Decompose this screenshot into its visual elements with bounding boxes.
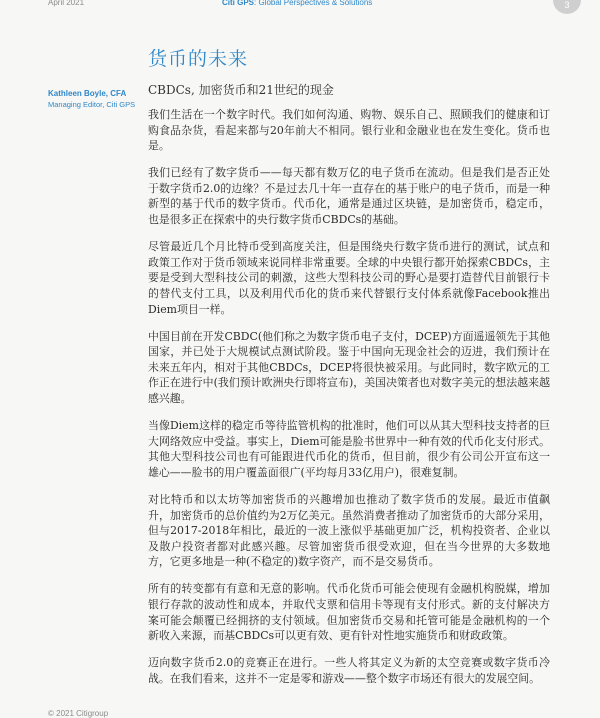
article-subtitle: CBDCs, 加密货币和21世纪的现金	[148, 83, 334, 97]
header-brand-rest: : Global Perspectives & Solutions	[254, 0, 373, 7]
paragraph-7: 所有的转变都有有意和无意的影响。代币化货币可能会使现有金融机构脱媒，增加银行存款的波动性和成本，并取代支票和信用卡等现有支付形式。新的支付解决方案可能会颠覆已经拥挤的支付领域。但加密货币交易和托管可能是金融机构的一个新收入来源，而基CBDCs可以更有效、更有针对性地实施货币和财政政策。	[148, 582, 550, 643]
paragraph-5: 当像Diem这样的稳定币等待监管机构的批准时，他们可以从其大型科技支持者的巨大网络效应中受益。事实上，Diem可能是脸书世界中一种有效的代币化支付形式。其他大型科技公司也有可能跟进代币化的货币，但目前，很少有公司公开宣布这一雄心——脸书的用户覆盖面很广(平均每月33亿用户)，很难复制。	[148, 419, 550, 479]
paragraph-6: 对比特币和以太坊等加密货币的兴趣增加也推动了数字货币的发展。最近市值飙升，加密货币的总价值约为2万亿美元。虽然消费者推动了加密货币的大部分采用，但与2017-2018年相比，最近的一波上涨似乎基础更加广泛，机构投资者、企业以及散户投资者都对此感兴趣。尽管加密货币很受欢迎，但在当今世界的大多数地方，它更多地是一种(不稳定的)数字资产，而不是交易货币。	[148, 492, 550, 569]
author-name: Kathleen Boyle, CFA	[48, 89, 127, 98]
page-header	[0, 0, 600, 12]
header-date: April 2021	[48, 0, 85, 7]
paragraph-3: 尽管最近几个月比特币受到高度关注，但是围绕央行数字货币进行的测试，试点和政策工作对于货币领域来说同样非常重要。全球的中央银行都开始探索CBDCs，主要是受到大型科技公司的刺激，这些大型科技公司的野心是要打造替代目前银行卡的替代支付工具，以及利用代币化的货币来代替银行支付体系就像Facebook推出Diem项目一样。	[148, 240, 550, 316]
author-block	[48, 88, 148, 110]
paragraph-2: 我们已经有了数字货币——每天都有数万亿的电子货币在流动。但是我们是否正处于数字货币2.0的边缘？不是过去几十年一直存在的基于账户的电子货币，而是一种新型的基于代币的数字货币。代币化，通常是通过区块链，是加密货币，稳定币，也是很多正在探索中的央行数字货币CBDCs的基础。	[148, 166, 550, 227]
paragraph-4: 中国目前在开发CBDC(他们称之为数字货币电子支付，DCEP)方面遥遥领先于其他国家，并已处于大规模试点测试阶段。鉴于中国向无现金社会的迈进，我们预计在未来五年内，相对于其他CBDCs，DCEP将很快被采用。与此同时，数字欧元的工作正在进行中(我们预计欧洲央行即将宣布)，美国决策者也对数字美元的想法越来越感兴趣。	[148, 329, 550, 405]
paragraph-8: 迈向数字货币2.0的竞赛正在进行。一些人将其定义为新的太空竞赛或数字货币冷战。在我们看来，这并不一定是零和游戏——整个数字市场还有很大的发展空间。	[148, 656, 550, 685]
page-number-badge: 3	[553, 0, 581, 14]
header-brand	[222, 0, 372, 7]
article-body	[148, 107, 550, 698]
page-footer: © 2021 Citigroup	[48, 709, 109, 718]
paragraph-1: 我们生活在一个数字时代。我们如何沟通、购物、娱乐自己、照顾我们的健康和订购食品杂货，看起来都与20年前大不相同。银行业和金融业也在发生变化。货币也是。	[148, 108, 550, 153]
header-brand-bold: Citi GPS	[222, 0, 255, 7]
author-role: Managing Editor, Citi GPS	[48, 100, 136, 109]
page-title: 货币的未来	[148, 48, 249, 70]
